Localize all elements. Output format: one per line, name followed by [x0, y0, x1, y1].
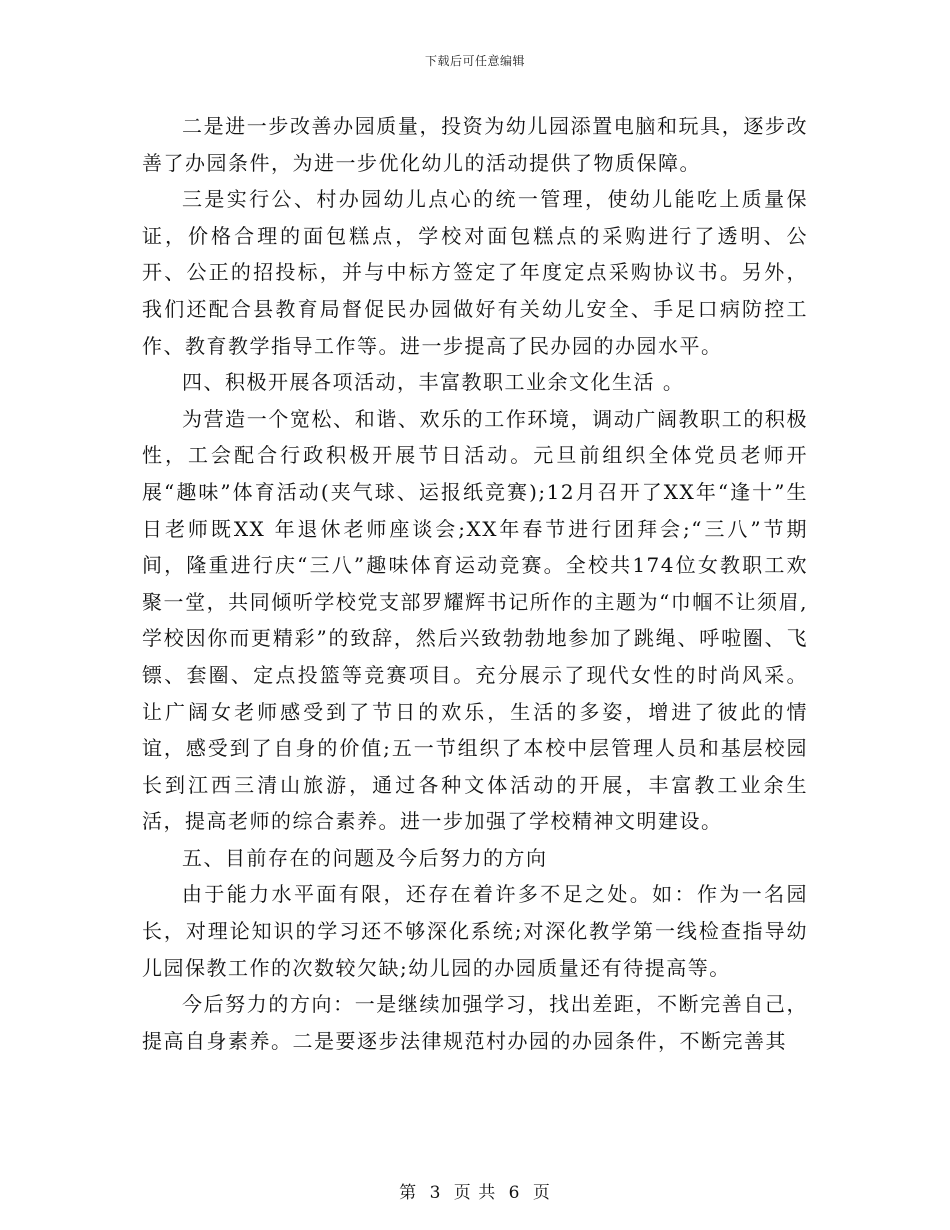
- footer-page-number: 3: [429, 1183, 442, 1203]
- footer-total-pages: 6: [508, 1183, 521, 1203]
- paragraph-5: 今后努力的方向：一是继续加强学习，找出差距，不断完善自己，提高自身素养。二是要逐步法律规范村办园的办园条件，不断完善其: [142, 992, 808, 1053]
- paragraph-4: 由于能力水平面有限，还存在着许多不足之处。如：作为一名园长，对理论知识的学习还不够深化系统;对深化教学第一线检查指导幼儿园保教工作的次数较欠缺;幼儿园的办园质量还有待提高等。: [142, 882, 808, 980]
- footer-suffix: 页: [532, 1183, 551, 1203]
- body-text: [142, 108, 808, 1059]
- paragraph-1: 二是进一步改善办园质量，投资为幼儿园添置电脑和玩具，逐步改善了办园条件，为进一步优化幼儿的活动提供了物质保障。: [142, 114, 808, 175]
- footer-middle: 页 共: [453, 1183, 497, 1203]
- section-heading-4: 四、积极开展各项活动，丰富教职工业余文化生活 。: [182, 370, 685, 395]
- footer-prefix: 第: [399, 1183, 418, 1203]
- page-header: 下载后可任意编辑: [424, 54, 525, 68]
- paragraph-2: 三是实行公、村办园幼儿点心的统一管理，使幼儿能吃上质量保证，价格合理的面包糕点，学校对面包糕点的采购进行了透明、公开、公正的招投标，并与中标方签定了年度定点采购协议书。另外，我们还配合县教育局督促民办园做好有关幼儿安全、手足口病防控工作、教育教学指导工作等。进一步提高了民办园的办园水平。: [142, 187, 808, 358]
- section-heading-5: 五、目前存在的问题及今后努力的方向: [182, 845, 548, 870]
- page-footer: [0, 1178, 950, 1203]
- paragraph-3: 为营造一个宽松、和谐、欢乐的工作环境，调动广阔教职工的积极性，工会配合行政积极开展节日活动。元旦前组织全体党员老师开展“趣味”体育活动(夹气球、运报纸竞赛);12月召开了XX年“逢十”生日老师既XX 年退休老师座谈会;XX年春节进行团拜会;“三八”节期间，隆重进行庆“三八”趣味体育运动竞赛。全校共174位女教职工欢聚一堂，共同倾听学校党支部罗耀辉书记所作的主题为“巾帼不让须眉,学校因你而更精彩”的致辞，然后兴致勃勃地参加了跳绳、呼啦圈、飞镖、套圈、定点投篮等竞赛项目。充分展示了现代女性的时尚风采。让广阔女老师感受到了节日的欢乐，生活的多姿，增进了彼此的情谊，感受到了自身的价值;五一节组织了本校中层管理人员和基层校园长到江西三清山旅游，通过各种文体活动的开展，丰富教工业余生活，提高老师的综合素养。进一步加强了学校精神文明建设。: [142, 406, 808, 834]
